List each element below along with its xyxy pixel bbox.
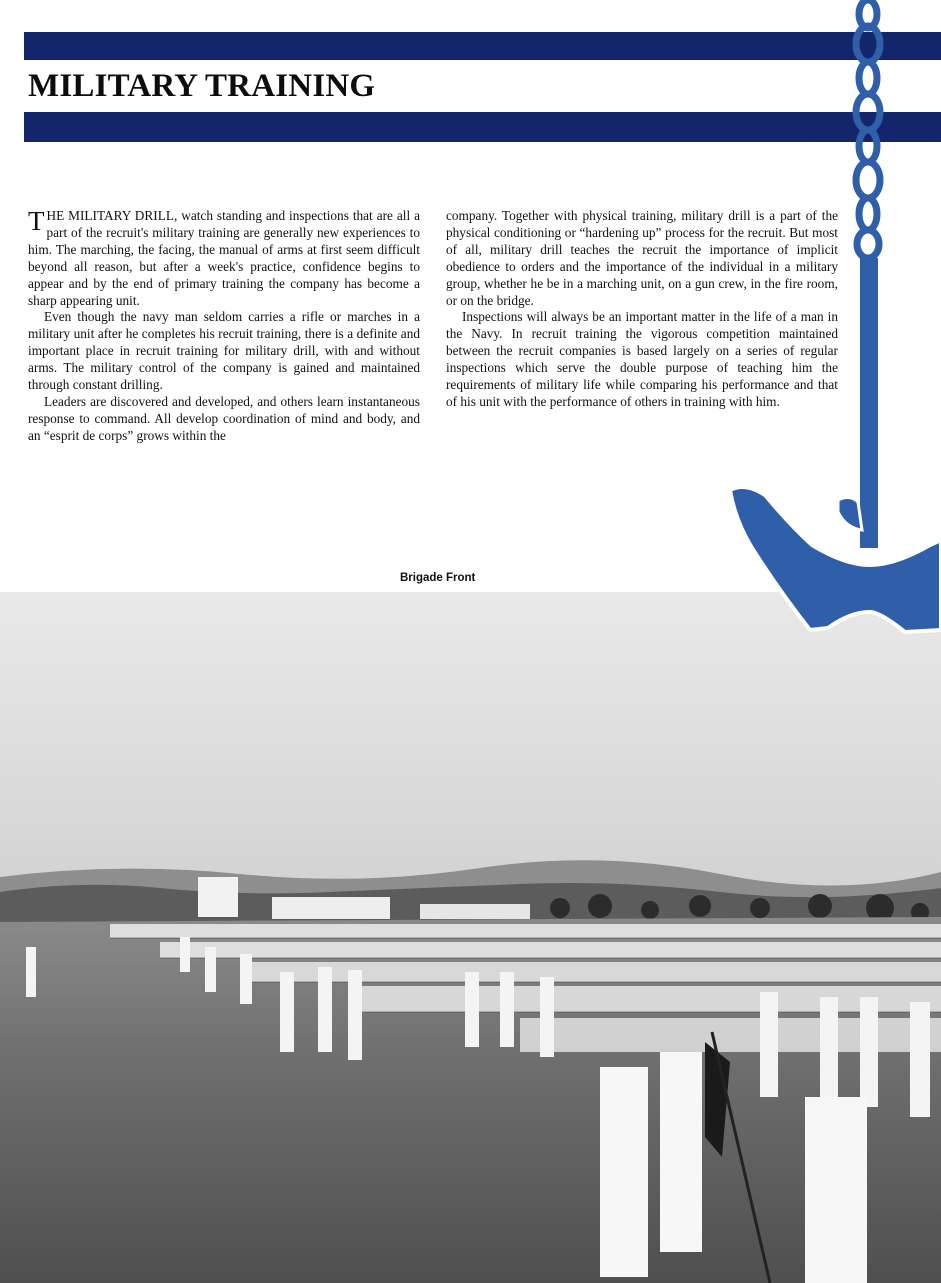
- article-paragraph: [28, 208, 420, 309]
- article-paragraph: Even though the navy man seldom carries a rifle or marches in a military unit after he completes his recruit training, there is a definite and important place in recruit training for military drill, with and without arms. The military control of the company is gained and maintained through constant drilling.: [28, 309, 420, 393]
- header-band-top: [24, 32, 941, 60]
- header-band-bottom: [24, 112, 941, 142]
- brigade-photo: [0, 592, 941, 1283]
- drop-cap: T: [28, 206, 45, 236]
- photo-caption: Brigade Front: [400, 572, 476, 584]
- article-column-right: [446, 208, 838, 411]
- article-paragraph: company. Together with physical training, military drill is a part of the physical conditioning or “hardening up” process for the recruit. But most of all, military drill teaches the recruit the importance of implicit obedience to orders and the importance of the individual in a military group, whether he be in a marching unit, on a gun crew, in the fire room, or on the bridge.: [446, 208, 838, 308]
- article-paragraph: Inspections will always be an important matter in the life of a man in the Navy. In recruit training the vigorous competition maintained between the recruit companies is based largely on a series of regular inspections which serve the double purpose of teaching him the requirements of military life while comparing his performance and that of his unit with the performance of others in training with him.: [446, 309, 838, 409]
- article-column-left: [28, 208, 420, 445]
- page-title: MILITARY TRAINING: [28, 68, 376, 104]
- paragraph-text: HE MILITARY DRILL, watch standing and inspections that are all a part of the recruit's military training are generally new experiences to him. The marching, the facing, the manual of arms at first seem difficult beyond all reason, but after a week's practice, confidence begins to appear and by the end of primary training the company has become a sharp appearing unit.: [28, 208, 420, 308]
- article-paragraph: Leaders are discovered and developed, and others learn instantaneous response to command. All develop coordination of mind and body, and an “esprit de corps” grows within the: [28, 393, 420, 443]
